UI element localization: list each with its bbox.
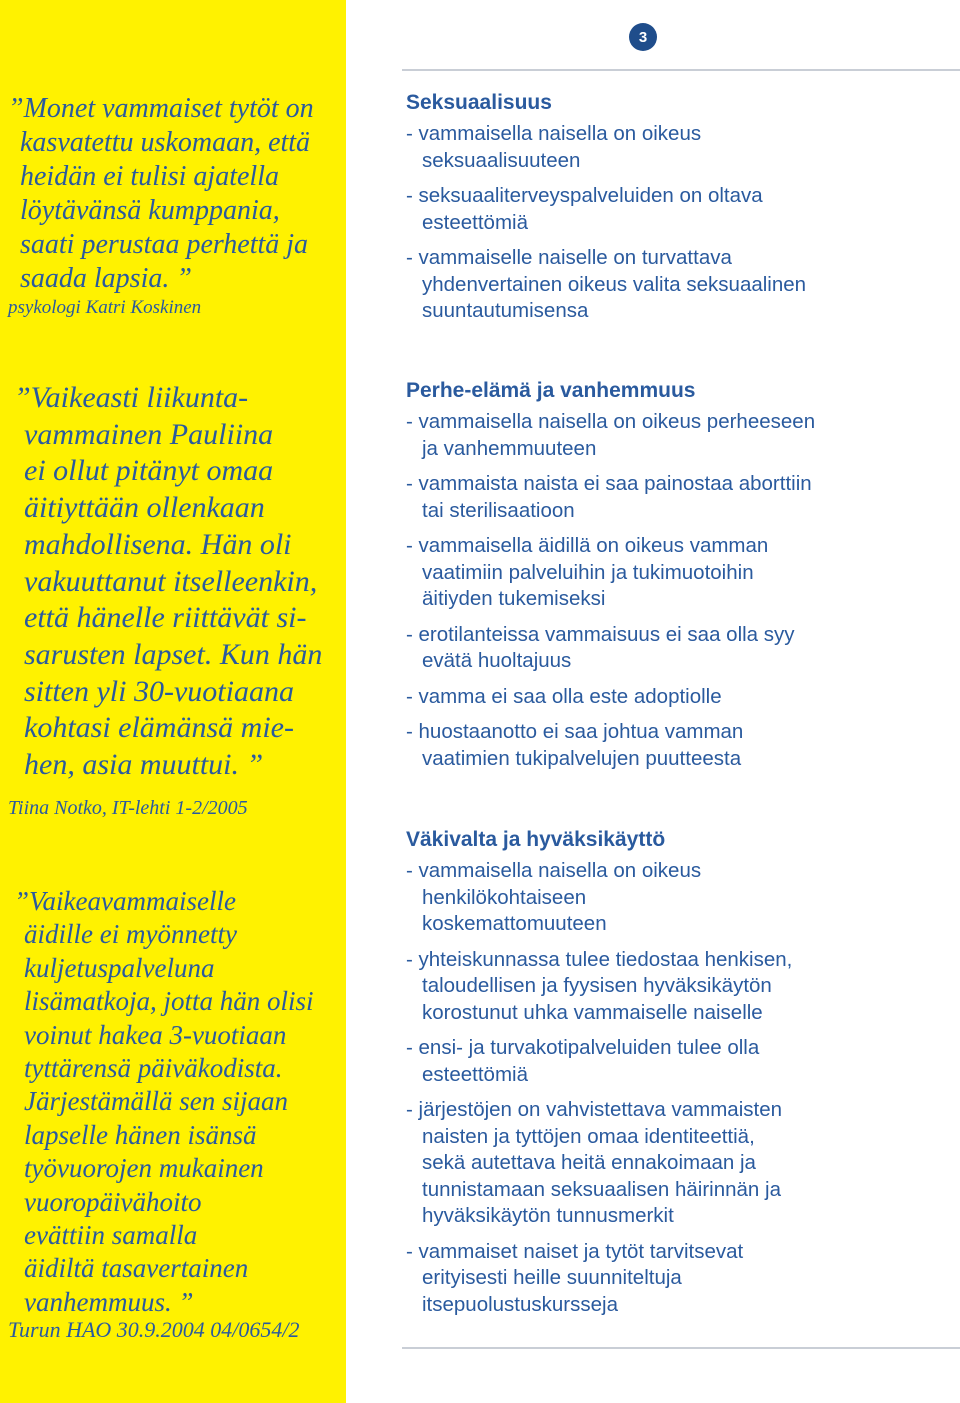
list-item-line: esteettömiä bbox=[422, 210, 528, 234]
quote-line: että hänelle riittävät si- bbox=[24, 601, 307, 635]
quote-1 bbox=[0, 92, 346, 296]
quote-line: vakuuttanut itselleenkin, bbox=[24, 564, 318, 598]
list-item-line: hyväksikäytön tunnusmerkit bbox=[422, 1204, 674, 1227]
quote-line: äidille ei myönnetty bbox=[24, 919, 237, 950]
list-item bbox=[406, 684, 954, 711]
list-item-line: - seksuaaliterveyspalveluiden on oltava bbox=[406, 184, 763, 207]
quote-line: lisämatkoja, jotta hän olisi bbox=[24, 986, 314, 1017]
quote-2-source: Tiina Notko, IT-lehti 1-2/2005 bbox=[8, 797, 248, 819]
list-item-line: tai sterilisaatioon bbox=[422, 498, 575, 522]
list-item bbox=[406, 947, 954, 1027]
quote-1-source: psykologi Katri Koskinen bbox=[8, 297, 202, 318]
list-item-line: ja vanhemmuuteen bbox=[422, 436, 597, 460]
section-vakivalta bbox=[406, 826, 954, 1327]
quote-3-source: Turun HAO 30.9.2004 04/0654/2 bbox=[8, 1317, 300, 1342]
list-item-line: taloudellisen ja fyysisen hyväksikäytön bbox=[422, 974, 772, 997]
quote-line: kuljetuspalveluna bbox=[24, 952, 215, 983]
quote-line: heidän ei tulisi ajatella bbox=[20, 161, 279, 192]
section-items bbox=[406, 121, 954, 325]
quote-line: sitten yli 30-vuotiaana bbox=[24, 674, 294, 708]
section-heading: Seksuaalisuus bbox=[406, 91, 552, 114]
list-item-line: yhdenvertainen oikeus valita seksuaalinen bbox=[422, 272, 807, 296]
section-items bbox=[406, 409, 954, 772]
list-item-line: korostunut uhka vammaiselle naiselle bbox=[422, 1000, 763, 1024]
quote-line: saada lapsia. ” bbox=[20, 263, 192, 294]
quote-line: voinut hakea 3-vuotiaan bbox=[24, 1019, 287, 1050]
list-item-line: itsepuolustuskursseja bbox=[422, 1292, 618, 1316]
list-item-line: evätä huoltajuus bbox=[422, 649, 572, 672]
quote-line: vuoropäivähoito bbox=[24, 1186, 202, 1217]
quote-2 bbox=[0, 380, 346, 784]
section-perhe-elama bbox=[406, 377, 954, 781]
quote-line: lapselle hänen isänsä bbox=[24, 1119, 257, 1150]
list-item-line: - vammaista naista ei saa painostaa aborttiin bbox=[406, 472, 812, 495]
list-item-line: - vamma ei saa olla este adoptiolle bbox=[406, 684, 722, 708]
list-item-line: - vammaisella naisella on oikeus bbox=[406, 122, 702, 145]
section-seksuaalisuus bbox=[406, 89, 954, 334]
list-item bbox=[406, 1035, 954, 1088]
list-item-line: vaatimien tukipalvelujen puutteesta bbox=[422, 746, 742, 770]
list-item-line: - yhteiskunnassa tulee tiedostaa henkisen, bbox=[406, 947, 793, 971]
quote-line: työvuorojen mukainen bbox=[24, 1153, 264, 1184]
section-heading: Perhe-elämä ja vanhemmuus bbox=[406, 379, 696, 402]
list-item-line: - vammaisella naisella on oikeus bbox=[406, 859, 702, 882]
list-item-line: esteettömiä bbox=[422, 1062, 528, 1086]
list-item bbox=[406, 858, 954, 938]
quote-line: ei ollut pitänyt omaa bbox=[24, 454, 274, 488]
list-item-line: naisten ja tyttöjen omaa identiteettiä, bbox=[422, 1124, 755, 1148]
top-divider bbox=[402, 69, 960, 71]
quote-line: hen, asia muuttui. ” bbox=[24, 748, 264, 782]
list-item bbox=[406, 1097, 954, 1230]
quote-line: äidiltä tasavertainen bbox=[24, 1253, 249, 1284]
list-item-line: - vammaiset naiset ja tytöt tarvitsevat bbox=[406, 1239, 744, 1263]
quote-line: kasvatettu uskomaan, että bbox=[20, 127, 311, 158]
quote-line: evättiin samalla bbox=[24, 1220, 198, 1251]
quote-line: saati perustaa perhettä ja bbox=[20, 229, 309, 260]
list-item-line: vaatimiin palveluihin ja tukimuotoihin bbox=[422, 560, 754, 584]
list-item-line: tunnistamaan seksuaalisen häirinnän ja bbox=[422, 1177, 781, 1201]
quote-line: vanhemmuus. ” bbox=[24, 1286, 194, 1317]
quote-line: Järjestämällä sen sijaan bbox=[24, 1086, 288, 1117]
list-item-line: - vammaisella äidillä on oikeus vamman bbox=[406, 534, 769, 557]
quote-line: kohtasi elämänsä mie- bbox=[24, 711, 294, 745]
list-item-line: äitiyden tukemiseksi bbox=[422, 587, 606, 610]
quote-line: mahdollisena. Hän oli bbox=[24, 527, 292, 561]
list-item-line: - ensi- ja turvakotipalveluiden tulee olla bbox=[406, 1036, 760, 1059]
list-item-line: - vammaiselle naiselle on turvattava bbox=[406, 246, 732, 269]
list-item-line: - järjestöjen on vahvistettava vammaisten bbox=[406, 1098, 783, 1121]
list-item bbox=[406, 533, 954, 613]
list-item bbox=[406, 622, 954, 675]
list-item bbox=[406, 471, 954, 524]
list-item-line: - vammaisella naisella on oikeus perheeseen bbox=[406, 410, 816, 433]
quote-3 bbox=[0, 885, 346, 1319]
list-item-line: seksuaalisuuteen bbox=[422, 148, 581, 172]
list-item-line: koskemattomuuteen bbox=[422, 912, 607, 935]
quote-line: ”Monet vammaiset tytöt on bbox=[8, 93, 314, 124]
list-item bbox=[406, 1239, 954, 1319]
section-items bbox=[406, 858, 954, 1318]
list-item bbox=[406, 719, 954, 772]
quote-line: äitiyttään ollenkaan bbox=[24, 491, 265, 525]
quote-sidebar bbox=[0, 0, 346, 1403]
quote-line: ”Vaikeavammaiselle bbox=[14, 886, 236, 916]
section-heading: Väkivalta ja hyväksikäyttö bbox=[406, 828, 666, 851]
list-item bbox=[406, 245, 954, 325]
quote-line: ”Vaikeasti liikunta- bbox=[14, 381, 249, 414]
list-item-line: - erotilanteissa vammaisuus ei saa olla syy bbox=[406, 622, 795, 646]
quote-line: tyttärensä päiväkodista. bbox=[24, 1053, 283, 1084]
list-item-line: suuntautumisensa bbox=[422, 299, 589, 322]
quote-line: sarusten lapset. Kun hän bbox=[24, 637, 323, 671]
list-item-line: henkilökohtaiseen bbox=[422, 885, 587, 909]
list-item bbox=[406, 121, 954, 174]
page-number-badge: 3 bbox=[629, 23, 657, 51]
quote-line: vammainen Pauliina bbox=[24, 417, 274, 451]
list-item-line: sekä autettava heitä ennakoimaan ja bbox=[422, 1151, 756, 1174]
quote-line: löytävänsä kumppania, bbox=[20, 195, 280, 226]
list-item bbox=[406, 409, 954, 462]
list-item-line: erityisesti heille suunniteltuja bbox=[422, 1266, 682, 1289]
bottom-divider bbox=[402, 1347, 960, 1349]
list-item bbox=[406, 183, 954, 236]
list-item-line: - huostaanotto ei saa johtua vamman bbox=[406, 720, 744, 743]
